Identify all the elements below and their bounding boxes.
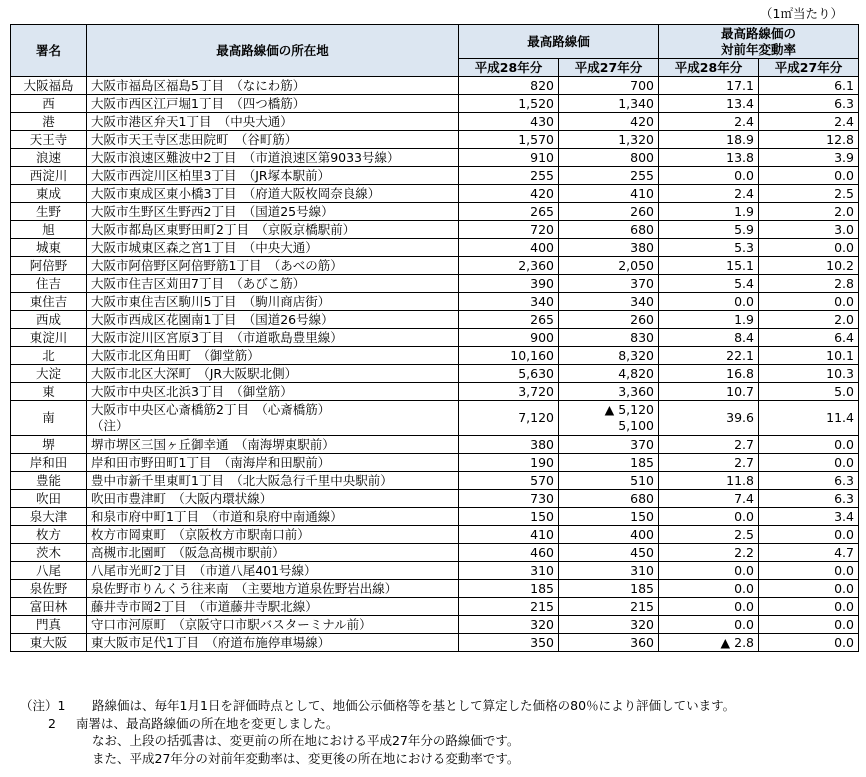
table-row	[11, 616, 859, 634]
price-h27: 830	[559, 329, 659, 347]
location-text: 大阪市都島区東野田町2丁目 （京阪京橋駅前）	[87, 221, 459, 239]
header-change-h28: 平成28年分	[659, 59, 759, 77]
price-h27: 260	[559, 203, 659, 221]
change-h27: 3.9	[759, 149, 859, 167]
location-text: 大阪市中央区心斎橋筋2丁目 （心斎橋筋）	[91, 402, 331, 417]
table-row	[11, 239, 859, 257]
rosenka-table	[10, 24, 859, 652]
location-text: 高槻市北園町 （阪急高槻市駅前）	[87, 544, 459, 562]
office-name: 旭	[11, 221, 87, 239]
price-h27: 215	[559, 598, 659, 616]
office-name: 東成	[11, 185, 87, 203]
price-h28: 350	[459, 634, 559, 652]
change-h28: ▲ 2.8	[659, 634, 759, 652]
price-h27: 680	[559, 221, 659, 239]
price-h27: 320	[559, 616, 659, 634]
price-h27: 450	[559, 544, 659, 562]
office-name: 住吉	[11, 275, 87, 293]
location-text: 大阪市東住吉区駒川5丁目 （駒川商店街）	[87, 293, 459, 311]
location-text: 八尾市光町2丁目 （市道八尾401号線）	[87, 562, 459, 580]
price-h27: 2,050	[559, 257, 659, 275]
location-text: 泉佐野市りんくう往来南 （主要地方道泉佐野岩出線）	[87, 580, 459, 598]
price-h27: 8,320	[559, 347, 659, 365]
change-h28: 11.8	[659, 472, 759, 490]
note-2a-text: なお、上段の括弧書は、変更前の所在地における平成27年分の路線価です。	[92, 733, 520, 748]
change-h28: 13.8	[659, 149, 759, 167]
change-h27: 0.0	[759, 454, 859, 472]
header-change	[659, 25, 859, 59]
location-text: 守口市河原町 （京阪守口市駅バスターミナル前）	[87, 616, 459, 634]
location-text: 大阪市阿倍野区阿倍野筋1丁目 （あべの筋）	[87, 257, 459, 275]
location-text: 大阪市東成区東小橋3丁目 （府道大阪枚岡奈良線）	[87, 185, 459, 203]
price-h27: 4,820	[559, 365, 659, 383]
price-h27: 150	[559, 508, 659, 526]
price-h27: 310	[559, 562, 659, 580]
office-name: 東淀川	[11, 329, 87, 347]
note-2b-text: また、平成27年分の対前年変動率は、変更後の所在地における変動率です。	[92, 750, 520, 766]
change-h27: 0.0	[759, 239, 859, 257]
location-text: 東大阪市足代1丁目 （府道布施停車場線）	[87, 634, 459, 652]
change-h28: 17.1	[659, 77, 759, 95]
office-name: 岸和田	[11, 454, 87, 472]
price-h27: 1,340	[559, 95, 659, 113]
office-name: 西淀川	[11, 167, 87, 185]
change-h27: 6.3	[759, 95, 859, 113]
table-row	[11, 77, 859, 95]
price-h27-previous: ▲ 5,120	[604, 402, 654, 417]
change-h28: 2.4	[659, 185, 759, 203]
price-h28: 420	[459, 185, 559, 203]
change-h28: 22.1	[659, 347, 759, 365]
price-h28: 215	[459, 598, 559, 616]
table-row	[11, 383, 859, 401]
change-h27: 12.8	[759, 131, 859, 149]
price-h27: 360	[559, 634, 659, 652]
office-name: 東大阪	[11, 634, 87, 652]
table-row	[11, 472, 859, 490]
office-name: 東住吉	[11, 293, 87, 311]
price-h28: 570	[459, 472, 559, 490]
office-name: 阿倍野	[11, 257, 87, 275]
change-h27: 2.8	[759, 275, 859, 293]
price-h28: 3,720	[459, 383, 559, 401]
office-name: 富田林	[11, 598, 87, 616]
price-h28: 1,520	[459, 95, 559, 113]
table-row	[11, 329, 859, 347]
change-h28: 0.0	[659, 293, 759, 311]
office-name: 北	[11, 347, 87, 365]
location-text: 大阪市住吉区苅田7丁目 （あびこ筋）	[87, 275, 459, 293]
price-h28: 430	[459, 113, 559, 131]
office-name: 門真	[11, 616, 87, 634]
location-text: 大阪市西成区花園南1丁目 （国道26号線）	[87, 311, 459, 329]
header-price-h27: 平成27年分	[559, 59, 659, 77]
change-h27: 2.4	[759, 113, 859, 131]
price-h27: 5,100	[618, 418, 654, 433]
location-text: 大阪市西区江戸堀1丁目 （四つ橋筋）	[87, 95, 459, 113]
change-h28: 13.4	[659, 95, 759, 113]
change-h28: 0.0	[659, 598, 759, 616]
change-h28: 18.9	[659, 131, 759, 149]
location-text: 大阪市淀川区宮原3丁目 （市道歌島豊里線）	[87, 329, 459, 347]
change-h27: 2.5	[759, 185, 859, 203]
location-text: 豊中市新千里東町1丁目 （北大阪急行千里中央駅前）	[87, 472, 459, 490]
office-name: 東	[11, 383, 87, 401]
table-row	[11, 580, 859, 598]
office-name: 吹田	[11, 490, 87, 508]
table-row	[11, 203, 859, 221]
table-row	[11, 401, 859, 436]
price-h27: 680	[559, 490, 659, 508]
office-name: 南	[11, 401, 87, 436]
table-row	[11, 526, 859, 544]
price-h28: 910	[459, 149, 559, 167]
change-h28: 0.0	[659, 580, 759, 598]
price-h27: 410	[559, 185, 659, 203]
table-row	[11, 311, 859, 329]
office-name: 泉佐野	[11, 580, 87, 598]
price-h27: 260	[559, 311, 659, 329]
location-text: 和泉市府中町1丁目 （市道和泉府中南通線）	[87, 508, 459, 526]
price-h27: 255	[559, 167, 659, 185]
price-h28: 150	[459, 508, 559, 526]
change-h27: 0.0	[759, 616, 859, 634]
change-h28: 5.3	[659, 239, 759, 257]
change-h27: 6.3	[759, 490, 859, 508]
location-text: 岸和田市野田町1丁目 （南海岸和田駅前）	[87, 454, 459, 472]
price-h27: 420	[559, 113, 659, 131]
table-row	[11, 634, 859, 652]
office-name: 天王寺	[11, 131, 87, 149]
price-h27: 370	[559, 275, 659, 293]
table-row	[11, 454, 859, 472]
location-text: 藤井寺市岡2丁目 （市道藤井寺駅北線）	[87, 598, 459, 616]
office-name: 城東	[11, 239, 87, 257]
header-change-line1: 最高路線価の	[720, 25, 796, 41]
location-text: 大阪市生野区生野西2丁目 （国道25号線）	[87, 203, 459, 221]
table-body	[11, 77, 859, 652]
table-row	[11, 131, 859, 149]
change-h27: 0.0	[759, 436, 859, 454]
change-h28: 16.8	[659, 365, 759, 383]
location-text: 大阪市北区角田町 （御堂筋）	[87, 347, 459, 365]
office-name: 枚方	[11, 526, 87, 544]
change-h27: 10.3	[759, 365, 859, 383]
price-h27: 185	[559, 454, 659, 472]
price-h28: 410	[459, 526, 559, 544]
change-h28: 2.4	[659, 113, 759, 131]
price-h27: 3,360	[559, 383, 659, 401]
header-price: 最高路線価	[459, 25, 659, 59]
office-name: 大淀	[11, 365, 87, 383]
change-h28: 5.4	[659, 275, 759, 293]
change-h28: 10.7	[659, 383, 759, 401]
price-h27: 400	[559, 526, 659, 544]
price-h28: 185	[459, 580, 559, 598]
price-h27: 510	[559, 472, 659, 490]
price-h28: 380	[459, 436, 559, 454]
table-row	[11, 598, 859, 616]
note-2	[20, 715, 735, 733]
location-text: 枚方市岡東町 （京阪枚方市駅南口前）	[87, 526, 459, 544]
location-note-marker: （注）	[91, 418, 129, 433]
price-h28: 400	[459, 239, 559, 257]
table-row	[11, 167, 859, 185]
price-h28: 310	[459, 562, 559, 580]
table-row	[11, 113, 859, 131]
price-h28: 255	[459, 167, 559, 185]
table-row	[11, 436, 859, 454]
location-text: 大阪市浪速区難波中2丁目 （市道浪速区第9033号線）	[87, 149, 459, 167]
change-h27: 4.7	[759, 544, 859, 562]
office-name: 泉大津	[11, 508, 87, 526]
price-h28: 390	[459, 275, 559, 293]
change-h28: 0.0	[659, 562, 759, 580]
price-h27-cell	[559, 401, 659, 436]
change-h27: 2.0	[759, 203, 859, 221]
table-row	[11, 365, 859, 383]
change-h27: 0.0	[759, 634, 859, 652]
price-h28: 1,570	[459, 131, 559, 149]
change-h27: 0.0	[759, 526, 859, 544]
office-name: 堺	[11, 436, 87, 454]
change-h27: 2.0	[759, 311, 859, 329]
change-h28: 0.0	[659, 167, 759, 185]
office-name: 西成	[11, 311, 87, 329]
location-text: 大阪市港区弁天1丁目 （中央大通）	[87, 113, 459, 131]
header-price-h28: 平成28年分	[459, 59, 559, 77]
location-text: 堺市堺区三国ヶ丘御幸通 （南海堺東駅前）	[87, 436, 459, 454]
header-office: 署名	[11, 25, 87, 77]
change-h27: 5.0	[759, 383, 859, 401]
change-h27: 11.4	[759, 401, 859, 436]
change-h27: 6.1	[759, 77, 859, 95]
office-name: 大阪福島	[11, 77, 87, 95]
note-2a	[20, 732, 735, 750]
change-h28: 8.4	[659, 329, 759, 347]
price-h27: 340	[559, 293, 659, 311]
table-row	[11, 544, 859, 562]
price-h27: 700	[559, 77, 659, 95]
price-h27: 185	[559, 580, 659, 598]
header-change-line2: 対前年変動率	[720, 41, 796, 57]
header-change-h27: 平成27年分	[759, 59, 859, 77]
note-2-text: 南署は、最高路線価の所在地を変更しました。	[76, 715, 339, 731]
table-row	[11, 185, 859, 203]
price-h28: 820	[459, 77, 559, 95]
price-h27: 1,320	[559, 131, 659, 149]
office-name: 生野	[11, 203, 87, 221]
office-name: 港	[11, 113, 87, 131]
price-h28: 190	[459, 454, 559, 472]
location-text: 大阪市城東区森之宮1丁目 （中央大通）	[87, 239, 459, 257]
location-text: 大阪市天王寺区悲田院町 （谷町筋）	[87, 131, 459, 149]
office-name: 浪速	[11, 149, 87, 167]
change-h28: 15.1	[659, 257, 759, 275]
location-cell	[87, 401, 459, 436]
change-h27: 0.0	[759, 598, 859, 616]
change-h28: 2.7	[659, 454, 759, 472]
location-text: 大阪市中央区北浜3丁目 （御堂筋）	[87, 383, 459, 401]
table-row	[11, 221, 859, 239]
price-h28: 7,120	[459, 401, 559, 436]
location-text: 吹田市豊津町 （大阪内環状線）	[87, 490, 459, 508]
change-h27: 3.4	[759, 508, 859, 526]
table-row	[11, 562, 859, 580]
price-h28: 730	[459, 490, 559, 508]
table-row	[11, 275, 859, 293]
change-h27: 10.2	[759, 257, 859, 275]
change-h27: 3.0	[759, 221, 859, 239]
price-h28: 5,630	[459, 365, 559, 383]
price-h28: 265	[459, 203, 559, 221]
change-h28: 2.7	[659, 436, 759, 454]
price-h28: 900	[459, 329, 559, 347]
change-h28: 2.5	[659, 526, 759, 544]
change-h27: 10.1	[759, 347, 859, 365]
table-row	[11, 293, 859, 311]
change-h28: 5.9	[659, 221, 759, 239]
price-h28: 265	[459, 311, 559, 329]
header-location: 最高路線価の所在地	[87, 25, 459, 77]
price-h28: 720	[459, 221, 559, 239]
change-h28: 1.9	[659, 203, 759, 221]
change-h27: 6.3	[759, 472, 859, 490]
change-h28: 7.4	[659, 490, 759, 508]
office-name: 茨木	[11, 544, 87, 562]
change-h28: 1.9	[659, 311, 759, 329]
table-row	[11, 95, 859, 113]
table-row	[11, 257, 859, 275]
note-2-marker: 2	[48, 715, 56, 731]
change-h27: 0.0	[759, 562, 859, 580]
change-h28: 0.0	[659, 508, 759, 526]
table-row	[11, 347, 859, 365]
price-h28: 10,160	[459, 347, 559, 365]
note-1-text: 路線価は、毎年1月1日を評価時点として、地価公示価格等を基として算定した価格の80％により評価しています。	[92, 698, 736, 713]
table-row	[11, 149, 859, 167]
price-h27: 800	[559, 149, 659, 167]
change-h27: 0.0	[759, 580, 859, 598]
table-row	[11, 490, 859, 508]
price-h27: 380	[559, 239, 659, 257]
price-h28: 2,360	[459, 257, 559, 275]
location-text: 大阪市西淀川区柏里3丁目 （JR塚本駅前）	[87, 167, 459, 185]
office-name: 西	[11, 95, 87, 113]
price-h28: 320	[459, 616, 559, 634]
office-name: 八尾	[11, 562, 87, 580]
change-h28: 0.0	[659, 616, 759, 634]
change-h27: 0.0	[759, 293, 859, 311]
price-h27: 370	[559, 436, 659, 454]
note-1	[20, 697, 735, 715]
price-h28: 460	[459, 544, 559, 562]
price-h28: 340	[459, 293, 559, 311]
note-2b	[20, 750, 735, 768]
office-name: 豊能	[11, 472, 87, 490]
change-h28: 39.6	[659, 401, 759, 436]
change-h28: 2.2	[659, 544, 759, 562]
change-h27: 0.0	[759, 167, 859, 185]
change-h27: 6.4	[759, 329, 859, 347]
location-text: 大阪市福島区福島5丁目 （なにわ筋）	[87, 77, 459, 95]
note-1-marker: （注）1	[20, 698, 66, 713]
table-row	[11, 508, 859, 526]
unit-label: （1㎡当たり）	[760, 6, 843, 21]
footnotes	[20, 697, 735, 767]
location-text: 大阪市北区大深町 （JR大阪駅北側）	[87, 365, 459, 383]
